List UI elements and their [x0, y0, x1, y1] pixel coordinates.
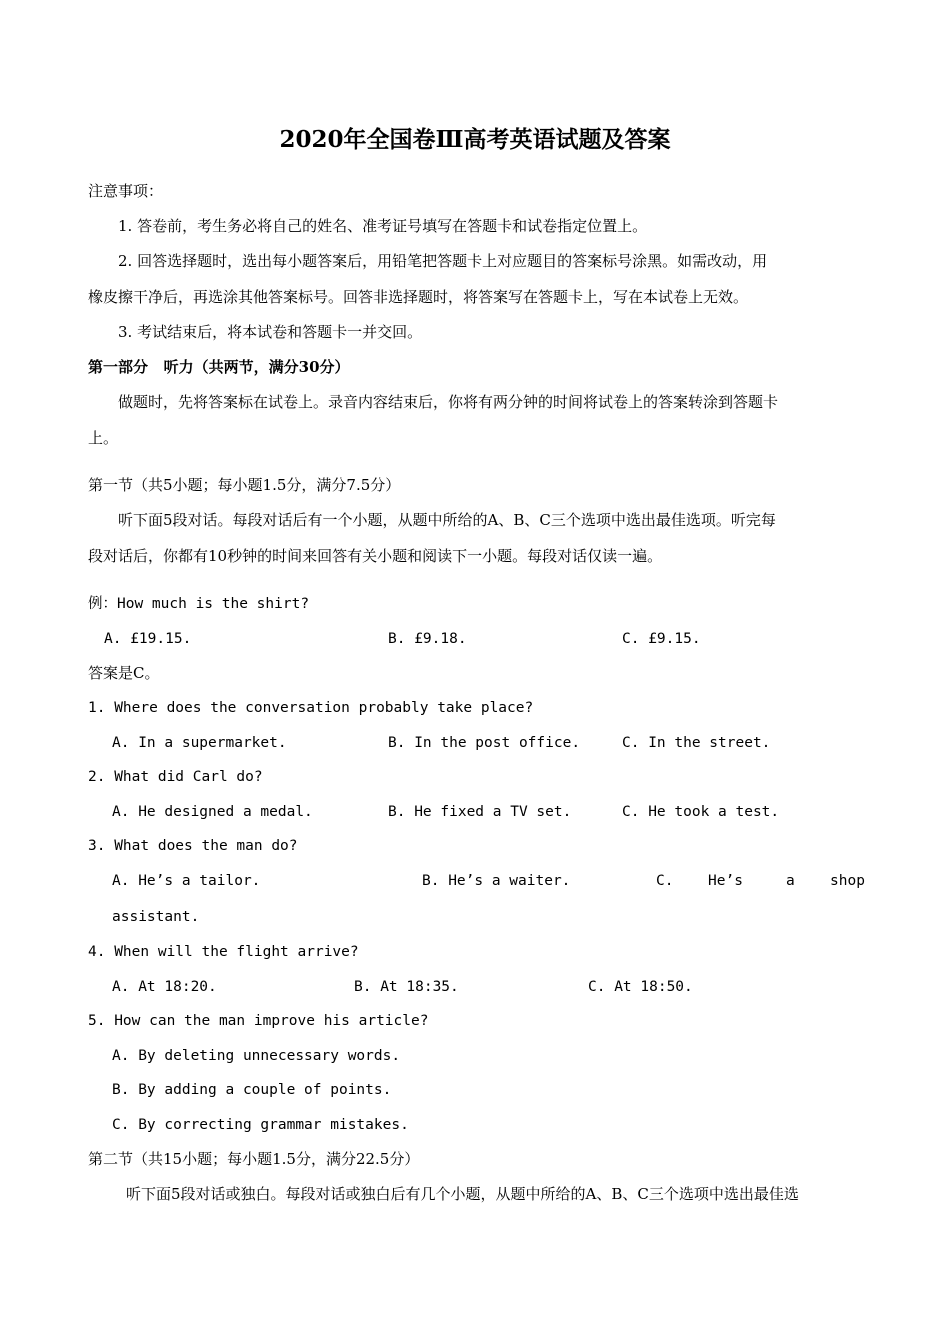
question-1-option-a: A. In a supermarket. [112, 735, 287, 751]
question-3: 3. What does the man do? [88, 838, 298, 854]
notice-item-1: 1. 答卷前，考生务必将自己的姓名、准考证号填写在答题卡和试卷指定位置上。 [118, 217, 648, 235]
example-option-b: B. £9.18. [388, 631, 467, 647]
question-3-option-b: B. He’s a waiter. [422, 873, 571, 889]
question-5-option-c: C. By correcting grammar mistakes. [112, 1117, 409, 1133]
question-3-option-c-word-2: a [786, 873, 795, 889]
question-2: 2. What did Carl do? [88, 769, 263, 785]
notice-item-2-line-2: 橡皮擦干净后，再选涂其他答案标号。回答非选择题时，将答案写在答题卡上，写在本试卷上无效。 [88, 288, 749, 306]
example-option-c: C. £9.15. [622, 631, 701, 647]
example-question: 例：How much is the shirt? [88, 596, 310, 612]
question-5-option-b: B. By adding a couple of points. [112, 1082, 392, 1098]
notice-item-2-line-1: 2. 回答选择题时，选出每小题答案后，用铅笔把答题卡上对应题目的答案标号涂黑。如需改动，用 [118, 252, 768, 270]
question-4-option-a: A. At 18:20. [112, 979, 217, 995]
question-2-option-b: B. He fixed a TV set. [388, 804, 572, 820]
page-title: 2020年全国卷Ⅲ高考英语试题及答案 [279, 126, 671, 153]
part1-intro-line-2: 上。 [88, 429, 119, 447]
question-3-option-c-label: C. [656, 873, 674, 889]
question-4-option-b: B. At 18:35. [354, 979, 459, 995]
example-option-a: A. £19.15. [104, 631, 192, 647]
part1-intro-line-1: 做题时，先将答案标在试卷上。录音内容结束后，你将有两分钟的时间将试卷上的答案转涂到答题卡 [118, 393, 779, 411]
question-5: 5. How can the man improve his article? [88, 1013, 429, 1029]
question-2-option-a: A. He designed a medal. [112, 804, 313, 820]
question-3-option-c-word-1: He’s [708, 873, 743, 889]
part1-heading: 第一部分 听力（共两节，满分30分） [88, 358, 350, 376]
question-3-option-c-word-3: shop [830, 873, 865, 889]
section2-intro-line-1: 听下面5段对话或独白。每段对话或独白后有几个小题，从题中所给的A、B、C三个选项中选出最佳选 [126, 1185, 799, 1203]
notice-heading: 注意事项： [88, 182, 164, 200]
question-1-option-b: B. In the post office. [388, 735, 581, 751]
example-answer: 答案是C。 [88, 664, 160, 682]
question-3-option-c-line-2: assistant. [112, 909, 200, 925]
question-1-option-c: C. In the street. [622, 735, 771, 751]
section1-intro-line-2: 段对话后，你都有10秒钟的时间来回答有关小题和阅读下一小题。每段对话仅读一遍。 [88, 547, 663, 565]
question-1: 1. Where does the conversation probably take place? [88, 700, 534, 716]
question-2-option-c: C. He took a test. [622, 804, 780, 820]
question-4: 4. When will the flight arrive? [88, 944, 359, 960]
section1-intro-line-1: 听下面5段对话。每段对话后有一个小题，从题中所给的A、B、C三个选项中选出最佳选项。听完每 [118, 511, 776, 529]
question-4-option-c: C. At 18:50. [588, 979, 693, 995]
question-3-option-a: A. He’s a tailor. [112, 873, 261, 889]
section2-heading: 第二节（共15小题；每小题1.5分，满分22.5分） [88, 1150, 420, 1168]
notice-item-3: 3. 考试结束后，将本试卷和答题卡一并交回。 [118, 323, 423, 341]
question-5-option-a: A. By deleting unnecessary words. [112, 1048, 401, 1064]
section1-heading: 第一节（共5小题；每小题1.5分，满分7.5分） [88, 476, 401, 494]
